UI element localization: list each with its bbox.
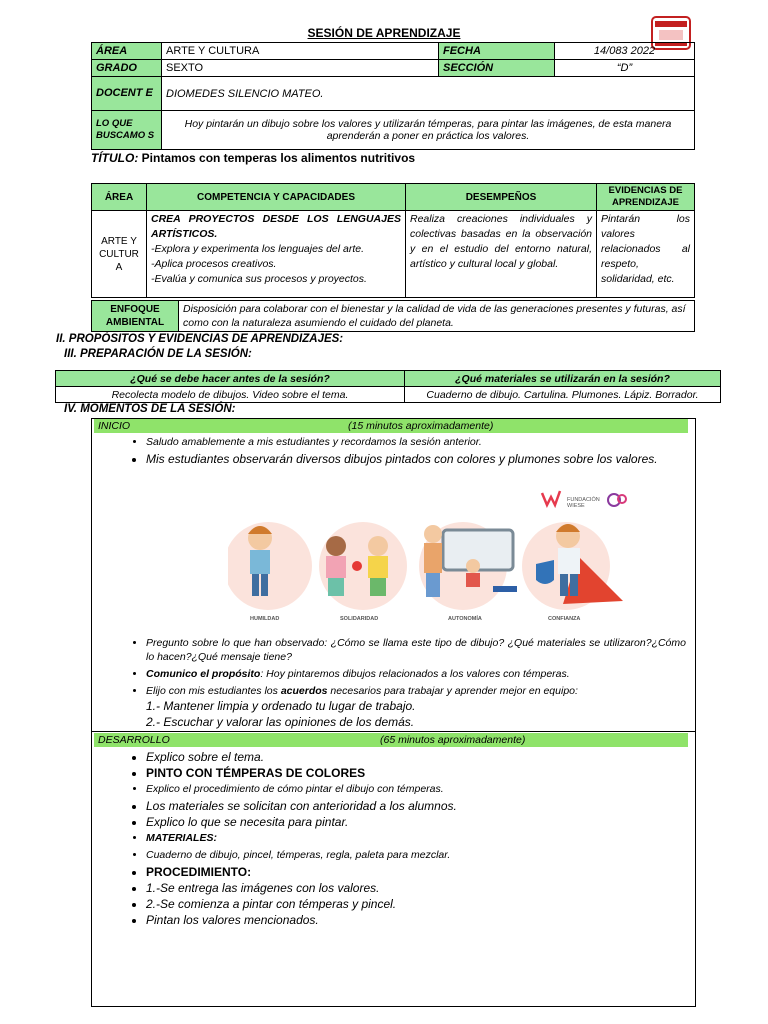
area-label: ÁREA: [92, 43, 162, 60]
desarrollo-item-10: • 2.-Se comienza a pintar con témperas y pincel.: [146, 896, 686, 912]
docente-value: DIOMEDES SILENCIO MATEO.: [162, 77, 695, 111]
desarrollo-item-7: • Cuaderno de dibujo, pincel, témperas, regla, paleta para mezclar.: [146, 847, 686, 864]
section-ii: II. PROPÓSITOS Y EVIDENCIAS DE APRENDIZAJES:: [56, 333, 344, 345]
proposito-rest: : Hoy pintaremos dibujos relacionados a los valores con témperas.: [260, 668, 570, 680]
titulo-value: Pintamos con temperas los alimentos nutritivos: [141, 151, 416, 165]
acuerdo-1: 1.- Mantener limpia y ordenado tu lugar de trabajo.: [146, 699, 416, 713]
desarrollo-list: [94, 749, 686, 928]
busca-label: LO QUE BUSCAMO S: [92, 111, 162, 150]
inicio-list-top: [94, 435, 686, 467]
section-iii: III. PREPARACIÓN DE LA SESIÓN:: [64, 348, 252, 360]
prep-q1: ¿Qué se debe hacer antes de la sesión?: [56, 371, 405, 387]
docente-label: DOCENT E: [92, 77, 162, 111]
inicio-time: (15 minutos aproximadamente): [348, 420, 494, 432]
prep-a2: Cuaderno de dibujo. Cartulina. Plumones. Lápiz. Borrador.: [405, 387, 721, 403]
comp-cell: [147, 211, 406, 298]
header-table: [91, 42, 695, 150]
enfoque-table: [91, 300, 695, 332]
inicio-bullet-5: [146, 684, 686, 698]
proposito-bold: Comunico el propósito: [146, 668, 261, 680]
comp-title: CREA PROYECTOS DESDE LOS LENGUAJES ARTÍSTICOS.: [151, 213, 401, 240]
enfoque-label: ENFOQUE AMBIENTAL: [92, 301, 179, 332]
acuerdos-pre: Elijo con mis estudiantes los: [146, 685, 281, 697]
titulo-label: TÍTULO:: [91, 151, 139, 165]
comp-header-desempenos: DESEMPEÑOS: [406, 184, 597, 211]
comp-desempenos: Realiza creaciones individuales y colectivas basadas en la observación y en el estudio del entorno natural, artístico y cultural local y global.: [406, 211, 597, 298]
desarrollo-bar: [94, 733, 688, 747]
comp-evidencias: Pintarán los valores relacionados al respeto, solidaridad, etc.: [597, 211, 695, 298]
inicio-label: INICIO: [98, 420, 131, 432]
page-title: SESIÓN DE APRENDIZAJE: [307, 26, 461, 40]
section-iv: IV. MOMENTOS DE LA SESIÓN:: [64, 403, 236, 415]
enfoque-value: Disposición para colaborar con el bienestar y la calidad de vida de las generaciones presentes y futuras, así como con la naturaleza asumiendo el cuidado del planeta.: [179, 301, 695, 332]
fundacion-logo: [540, 489, 630, 511]
label-humildad: HUMILDAD: [250, 616, 280, 622]
fecha-label: FECHA: [439, 43, 555, 60]
label-confianza: CONFIANZA: [548, 616, 581, 622]
comp-header-evidencias: EVIDENCIAS DE APRENDIZAJE: [597, 184, 695, 211]
desarrollo-item-4: • Los materiales se solicitan con anterioridad a los alumnos.: [146, 798, 686, 814]
acuerdos-post: necesarios para trabajar y aprender mejor en equipo:: [327, 685, 578, 697]
preparacion-table: [55, 370, 721, 403]
label-autonomia: AUTONOMÍA: [448, 616, 482, 622]
desarrollo-item-1: • Explico sobre el tema.: [146, 749, 686, 765]
comp-item-2: -Aplica procesos creativos.: [151, 258, 277, 270]
fecha-value: 14/083 2022: [555, 43, 695, 60]
grado-value: SEXTO: [162, 60, 439, 77]
desarrollo-item-6: • MATERIALES:: [146, 830, 686, 847]
prep-q2: ¿Qué materiales se utilizarán en la sesión?: [405, 371, 721, 387]
desarrollo-time: (65 minutos aproximadamente): [380, 734, 526, 746]
inicio-divider: [91, 731, 695, 732]
inicio-bullet-1: • Saludo amablemente a mis estudiantes y recordamos la sesión anterior.: [146, 435, 686, 449]
desarrollo-item-9: • 1.-Se entrega las imágenes con los valores.: [146, 880, 686, 896]
comp-area: ARTE Y CULTUR A: [92, 211, 147, 298]
seccion-value: “D”: [555, 60, 695, 77]
prep-a1: Recolecta modelo de dibujos. Video sobre el tema.: [56, 387, 405, 403]
comp-item-3: -Evalúa y comunica sus procesos y proyectos.: [151, 273, 367, 285]
desarrollo-item-11: • Pintan los valores mencionados.: [146, 912, 686, 928]
fundacion-text: FUNDACIÓN WIESE: [567, 497, 600, 509]
titulo-line: [91, 151, 415, 165]
inicio-bar: [94, 419, 688, 433]
desarrollo-item-2: • PINTO CON TÉMPERAS DE COLORES: [146, 765, 686, 781]
competencias-table: [91, 183, 695, 298]
inicio-bullet-2: • Mis estudiantes observarán diversos dibujos pintados con colores y plumones sobre los valores.: [146, 451, 686, 467]
grado-label: GRADO: [92, 60, 162, 77]
desarrollo-item-8: • PROCEDIMIENTO:: [146, 864, 686, 880]
acuerdos-bold: acuerdos: [280, 685, 328, 697]
comp-header-area: ÁREA: [92, 184, 147, 211]
inicio-bullet-4: [146, 667, 686, 681]
seccion-label: SECCIÓN: [439, 60, 555, 77]
inicio-bullet-3: • Pregunto sobre lo que han observado: ¿Cómo se llama este tipo de dibujo? ¿Qué materiales se utilizaron?¿Cómo lo hacen?¿Qué mensaje tiene?: [146, 636, 686, 664]
desarrollo-item-5: • Explico lo que se necesita para pintar.: [146, 814, 686, 830]
label-solidaridad: SOLIDARIDAD: [340, 616, 379, 622]
acuerdo-2: 2.- Escuchar y valorar las opiniones de los demás.: [146, 715, 415, 729]
desarrollo-label: DESARROLLO: [98, 734, 170, 746]
inicio-list-bottom: [94, 636, 686, 730]
busca-value: Hoy pintarán un dibujo sobre los valores y utilizarán témperas, para pintar las imágenes, de esta manera aprenderán a poner en práctica los valores.: [162, 111, 695, 150]
comp-header-competencia: COMPETENCIA Y CAPACIDADES: [147, 184, 406, 211]
comp-item-1: -Explora y experimenta los lenguajes del arte.: [151, 243, 365, 255]
desarrollo-item-3: • Explico el procedimiento de cómo pintar el dibujo con témperas.: [146, 781, 686, 798]
area-value: ARTE Y CULTURA: [162, 43, 439, 60]
